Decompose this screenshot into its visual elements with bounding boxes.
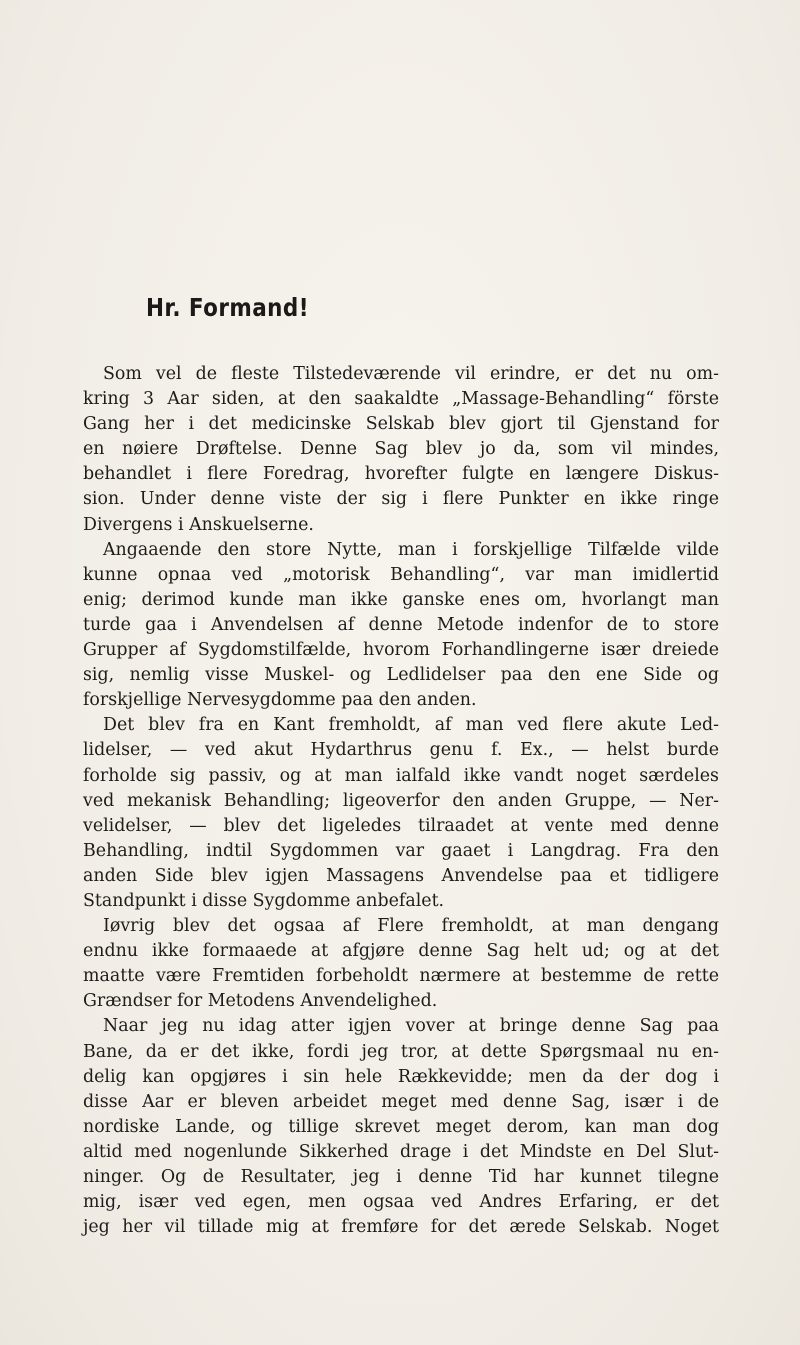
text-line: forholde sig passiv, og at man ialfald ikke vandt noget særdeles	[83, 765, 719, 786]
text-line: delig kan opgjøres i sin hele Rækkevidde; men da der dog i	[83, 1066, 719, 1087]
text-line: kunne opnaa ved „motorisk Behandling“, var man imidlertid	[83, 564, 719, 585]
text-line: ninger. Og de Resultater, jeg i denne Tid har kunnet tilegne	[83, 1167, 719, 1187]
text-line: lidelser, — ved akut Hydarthrus genu f. Ex., — helst burde	[83, 740, 719, 761]
text-line: sion. Under denne viste der sig i flere Punkter en ikke ringe	[83, 489, 719, 510]
text-line: Som vel de fleste Tilstedeværende vil erindre, er det nu om-	[103, 364, 719, 384]
text-line: Bane, da er det ikke, fordi jeg tror, at dette Spørgsmaal nu en-	[83, 1041, 719, 1062]
text-line: behandlet i flere Foredrag, hvorefter fulgte en længere Diskus-	[83, 464, 719, 485]
text-line: en nøiere Drøftelse. Denne Sag blev jo da, som vil mindes,	[83, 439, 719, 460]
text-line: Det blev fra en Kant fremholdt, af man ved flere akute Led-	[103, 715, 719, 736]
text-line: altid med nogenlunde Sikkerhed drage i det Mindste en Del Slut-	[83, 1141, 719, 1162]
text-line: forskjellige Nervesygdomme paa den anden.	[83, 690, 477, 711]
body-text	[83, 362, 719, 1240]
text-line: maatte være Fremtiden forbeholdt nærmere at bestemme de rette	[83, 966, 719, 987]
text-line: Standpunkt i disse Sygdomme anbefalet.	[83, 890, 445, 911]
text-line: Gang her i det medicinske Selskab blev gjort til Gjenstand for	[83, 414, 719, 435]
text-line: velidelser, — blev det ligeledes tilraadet at vente med denne	[83, 815, 719, 836]
text-line: kring 3 Aar siden, at den saakaldte „Massage-Behandling“ förste	[83, 389, 719, 410]
text-line: sig, nemlig visse Muskel- og Ledlidelser paa den ene Side og	[83, 665, 719, 686]
text-line: Divergens i Anskuelserne.	[83, 514, 314, 535]
text-line: turde gaa i Anvendelsen af denne Metode indenfor de to store	[83, 614, 719, 635]
text-line: jeg her vil tillade mig at fremføre for det ærede Selskab. Noget	[83, 1217, 719, 1238]
text-line: enig; derimod kunde man ikke ganske enes om, hvorlangt man	[83, 589, 719, 610]
text-line: endnu ikke formaaede at afgjøre denne Sag helt ud; og at det	[83, 941, 719, 962]
text-line: mig, især ved egen, men ogsaa ved Andres Erfaring, er det	[83, 1192, 719, 1213]
text-line: ved mekanisk Behandling; ligeoverfor den anden Gruppe, — Ner-	[83, 790, 719, 811]
text-line: Iøvrig blev det ogsaa af Flere fremholdt, at man dengang	[103, 916, 719, 937]
text-line: Grupper af Sygdomstilfælde, hvorom Forhandlingerne især dreiede	[83, 640, 719, 661]
text-line: anden Side blev igjen Massagens Anvendelse paa et tidligere	[83, 865, 719, 886]
text-line: Angaaende den store Nytte, man i forskjellige Tilfælde vilde	[103, 539, 719, 560]
text-line: nordiske Lande, og tillige skrevet meget derom, kan man dog	[83, 1116, 719, 1137]
text-line: Behandling, indtil Sygdommen var gaaet i Langdrag. Fra den	[83, 840, 719, 861]
text-line: Naar jeg nu idag atter igjen vover at bringe denne Sag paa	[103, 1016, 719, 1037]
page-heading: Hr. Formand!	[146, 293, 309, 322]
text-line: disse Aar er bleven arbeidet meget med denne Sag, især i de	[83, 1091, 719, 1112]
text-line: Grændser for Metodens Anvendelighed.	[83, 991, 438, 1012]
